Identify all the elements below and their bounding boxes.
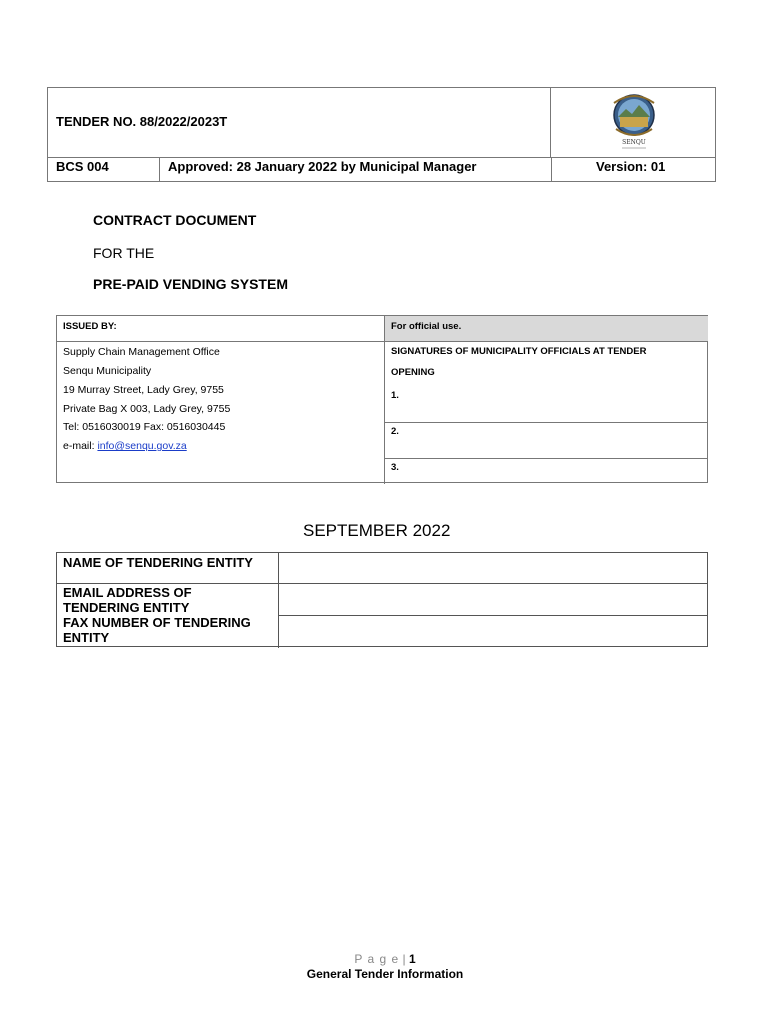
entity-name-field[interactable] — [279, 553, 708, 583]
address-line: Senqu Municipality — [63, 365, 152, 377]
page-separator: | — [399, 952, 409, 966]
footer-caption: General Tender Information — [306, 967, 464, 981]
email-link[interactable]: info@senqu.gov.za — [97, 440, 187, 452]
entity-email-field[interactable] — [279, 584, 708, 615]
issued-by-table — [56, 315, 708, 483]
signature-divider-2 — [384, 458, 708, 459]
entity-fax-label-2: ENTITY — [63, 630, 110, 645]
entity-email-label — [63, 585, 275, 615]
entity-table — [56, 552, 708, 647]
tender-number: TENDER NO. 88/2022/2023T — [56, 114, 228, 129]
for-the-label: FOR THE — [93, 245, 155, 261]
address-line: 19 Murray Street, Lady Grey, 9755 — [63, 384, 224, 396]
entity-name-label: NAME OF TENDERING ENTITY — [63, 555, 253, 570]
system-title: PRE-PAID VENDING SYSTEM — [93, 276, 288, 292]
entity-fax-field[interactable] — [279, 616, 708, 647]
header-top-cell — [48, 88, 551, 157]
entity-fax-label — [63, 615, 275, 645]
header-divider-v1 — [159, 157, 160, 182]
address-line: Supply Chain Management Office — [63, 346, 220, 358]
entity-fax-label-1: FAX NUMBER OF TENDERING — [63, 615, 251, 630]
page-number — [0, 952, 770, 966]
logo-text: SENQU — [622, 139, 646, 146]
signatures-heading: SIGNATURES OF MUNICIPALITY OFFICIALS AT TENDER — [391, 346, 647, 357]
page-word: P a g e — [354, 952, 400, 966]
header-divider — [48, 157, 715, 158]
entity-email-label-2: TENDERING ENTITY — [63, 600, 190, 615]
entity-email-label-1: EMAIL ADDRESS OF — [63, 585, 192, 600]
header-table — [47, 87, 716, 182]
form-code: BCS 004 — [56, 159, 109, 174]
issued-by-label: ISSUED BY: — [63, 321, 117, 332]
contract-title: CONTRACT DOCUMENT — [93, 212, 257, 228]
address-line: Tel: 0516030019 Fax: 0516030445 — [63, 421, 226, 433]
approval-info: Approved: 28 January 2022 by Municipal Manager — [168, 159, 477, 174]
signatures-heading-2: OPENING — [391, 367, 435, 378]
address-line: Private Bag X 003, Lady Grey, 9755 — [63, 403, 231, 415]
issued-divider — [57, 341, 707, 342]
email-line — [63, 440, 187, 452]
signature-slot-1: 1. — [391, 390, 399, 401]
municipality-logo — [608, 91, 660, 151]
signature-divider-1 — [384, 422, 708, 423]
version-info: Version: 01 — [596, 159, 666, 174]
signature-slot-3: 3. — [391, 462, 399, 473]
page-num: 1 — [408, 952, 416, 966]
official-use-label: For official use. — [391, 321, 462, 332]
document-date: SEPTEMBER 2022 — [303, 521, 451, 540]
header-divider-v2 — [551, 157, 552, 182]
signature-slot-2: 2. — [391, 426, 399, 437]
email-prefix: e-mail: — [63, 440, 98, 452]
